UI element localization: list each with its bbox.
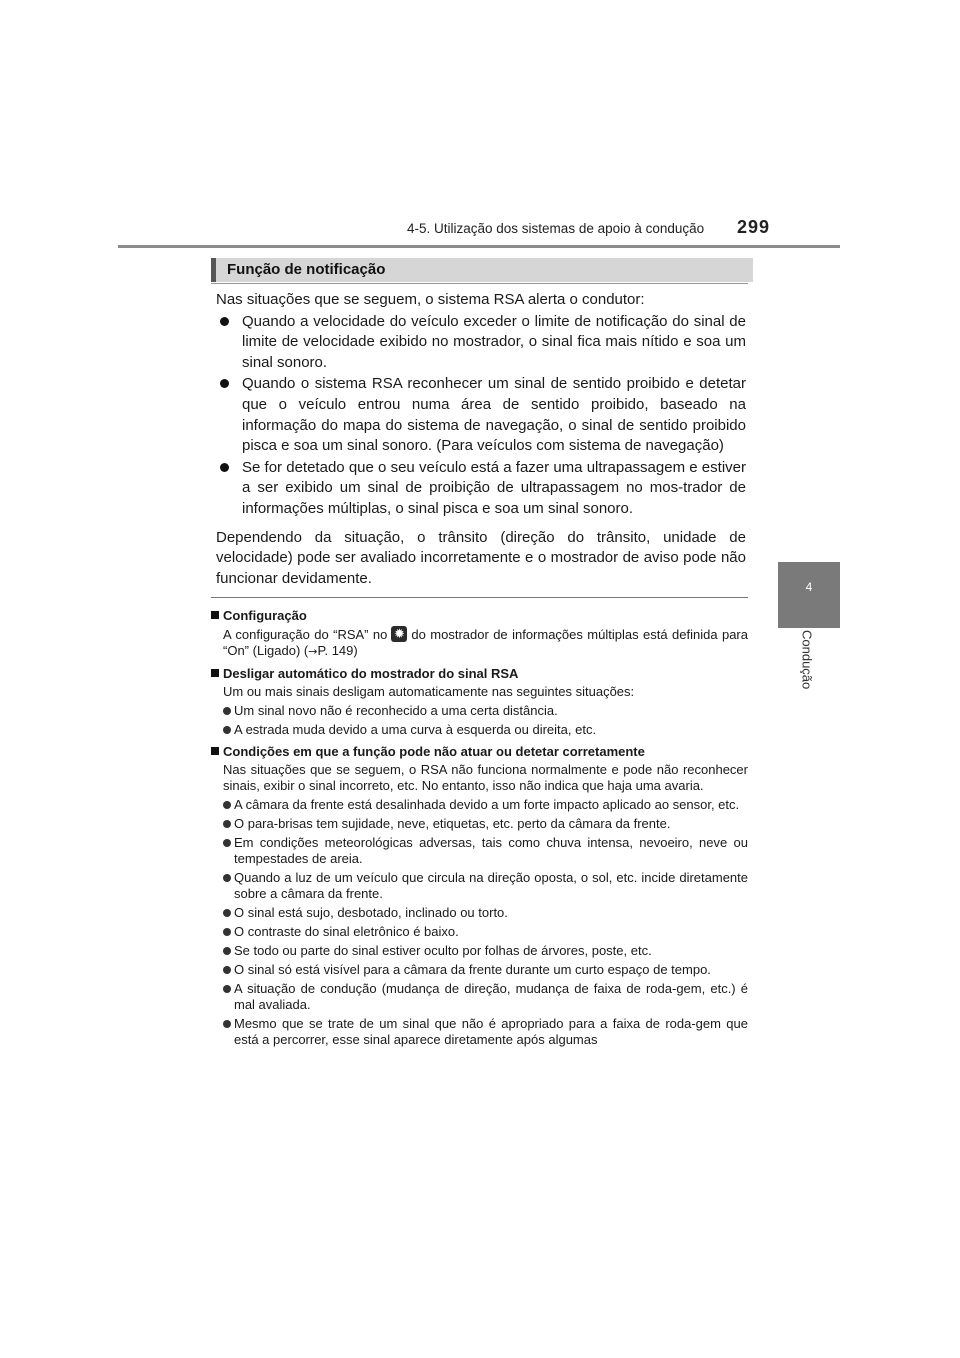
bullet-icon: [223, 966, 231, 974]
header-rule: [118, 245, 840, 248]
square-bullet-icon: [211, 747, 219, 755]
note-config: [211, 608, 748, 660]
bullet-icon: [223, 839, 231, 847]
note-conditions: [211, 744, 748, 1048]
bullet-icon: [223, 947, 231, 955]
list-item: Quando a luz de um veículo que circula na direção oposta, o sol, etc. incide diretamente sobre a câmara da frente.: [223, 870, 748, 902]
bullet-icon: [220, 379, 229, 388]
bullet-icon: [223, 1020, 231, 1028]
list-item: A câmara da frente está desalinhada devido a um forte impacto aplicado ao sensor, etc.: [223, 797, 748, 813]
list-item: O sinal só está visível para a câmara da frente durante um curto espaço de tempo.: [223, 962, 748, 978]
bullet-icon: [223, 820, 231, 828]
list-item: Em condições meteorológicas adversas, tais como chuva intensa, nevoeiro, neve ou tempestades de areia.: [223, 835, 748, 867]
list-item: O sinal está sujo, desbotado, inclinado ou torto.: [223, 905, 748, 921]
list-item: Quando o sistema RSA reconhecer um sinal de sentido proibido e detetar que o veículo entrou numa área de sentido proibido, baseado na informação do mapa do sistema de navegação, o sinal de sentido proibido pisca e soa um sinal sonoro. (Para veículos com sistema de navegação): [216, 374, 746, 456]
running-header-section: 4-5. Utilização dos sistemas de apoio à condução: [407, 221, 705, 236]
section-heading-rule: [211, 283, 748, 284]
list-item: O para-brisas tem sujidade, neve, etiquetas, etc. perto da câmara da frente.: [223, 816, 748, 832]
list-item: Quando a velocidade do veículo exceder o limite de notificação do sinal de limite de velocidade exibido no mostrador, o sinal fica mais nítido e soa um sinal sonoro.: [216, 312, 746, 374]
list-item: Se for detetado que o seu veículo está a fazer uma ultrapassagem e estiver a ser exibido um sinal de proibição de ultrapassagem no mos-trador de informações múltiplas, o sinal pisca e soa um sinal sonoro.: [216, 458, 746, 520]
gear-icon: [391, 626, 407, 642]
note-text: Um ou mais sinais desligam automaticamente nas seguintes situações:: [223, 684, 635, 699]
note-title: Condições em que a função pode não atuar ou detetar corretamente: [211, 744, 748, 760]
note-auto-off: [211, 666, 748, 738]
list-item: A situação de condução (mudança de direção, mudança de faixa de roda-gem, etc.) é mal avaliada.: [223, 981, 748, 1013]
note-title: Configuração: [211, 608, 748, 624]
list-item: Um sinal novo não é reconhecido a uma certa distância.: [223, 703, 748, 719]
section-title: Função de notificação: [227, 261, 386, 278]
chapter-tab: [778, 562, 840, 628]
page-number: 299: [737, 217, 771, 237]
bullet-icon: [223, 801, 231, 809]
bullet-icon: [220, 317, 229, 326]
bullet-icon: [223, 985, 231, 993]
chapter-number: 4: [805, 580, 813, 594]
bullet-icon: [220, 463, 229, 472]
list-item: A estrada muda devido a uma curva à esquerda ou direita, etc.: [223, 722, 748, 738]
section-closing: Dependendo da situação, o trânsito (direção do trânsito, unidade de velocidade) pode ser avaliado incorretamente e o mostrador de aviso pode não funcionar devidamente.: [216, 528, 746, 587]
chapter-name: Condução: [799, 630, 815, 690]
list-item: Mesmo que se trate de um sinal que não é apropriado para a faixa de roda-gem que está a percorrer, esse sinal aparece diretamente após algumas: [223, 1016, 748, 1048]
bullet-icon: [223, 928, 231, 936]
square-bullet-icon: [211, 611, 219, 619]
note-text: Nas situações que se seguem, o RSA não funciona normalmente e pode não reconhecer sinais, exibir o sinal incorreto, etc. No entanto, isso não indica que haja uma avaria.: [223, 762, 748, 793]
section-body: [216, 290, 746, 589]
note-text: A configuração do “RSA” no✹ do mostrador de informações múltiplas está definida para “On” (Ligado) (→P. 149): [223, 626, 748, 660]
bullet-icon: [223, 874, 231, 882]
notes-divider: [211, 597, 748, 598]
bullet-list: [216, 312, 746, 520]
list-item: O contraste do sinal eletrônico é baixo.: [223, 924, 748, 940]
note-title: Desligar automático do mostrador do sinal RSA: [211, 666, 748, 682]
square-bullet-icon: [211, 669, 219, 677]
notes-area: [211, 608, 748, 1054]
section-intro: Nas situações que se seguem, o sistema RSA alerta o condutor:: [216, 291, 645, 308]
list-item: Se todo ou parte do sinal estiver oculto por folhas de árvores, poste, etc.: [223, 943, 748, 959]
bullet-icon: [223, 707, 231, 715]
arrow-icon: →: [308, 645, 318, 658]
page-reference: P. 149): [317, 643, 358, 658]
bullet-icon: [223, 909, 231, 917]
section-heading-bar: [211, 258, 753, 282]
bullet-icon: [223, 726, 231, 734]
